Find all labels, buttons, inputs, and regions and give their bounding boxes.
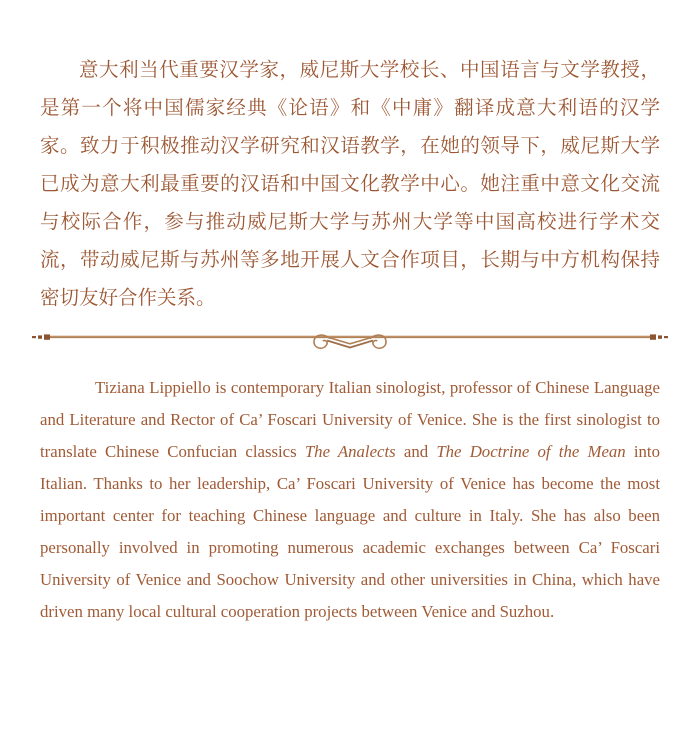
- english-text-segment-1: Tiziana Lippiello is contemporary Italian sinologist, professor of Chinese Language and Literature and Rector of Ca’ Foscari University of Venice. She is the first sinologist to translate Chinese Confucian classics: [40, 378, 660, 461]
- english-biography-paragraph: [40, 372, 660, 628]
- section-divider: [30, 328, 670, 358]
- book-title-doctrine-of-the-mean: The Doctrine of the Mean: [436, 442, 626, 461]
- book-title-the-analects: The Analects: [304, 442, 396, 461]
- english-text-segment-3: into Italian. Thanks to her leadership, Ca’ Foscari University of Venice has become the most important center for teaching Chinese language and culture in Italy. She has also been personally involved in promoting numerous academic exchanges between Ca’ Foscari University of Venice and Soochow University and other universities in China, which have driven many local cultural cooperation projects between Venice and Suzhou.: [40, 442, 660, 621]
- chinese-biography-paragraph: 意大利当代重要汉学家，威尼斯大学校长、中国语言与文学教授，是第一个将中国儒家经典《论语》和《中庸》翻译成意大利语的汉学家。致力于积极推动汉学研究和汉语教学，在她的领导下，威尼斯大学已成为意大利最重要的汉语和中国文化教学中心。她注重中意文化交流与校际合作，参与推动威尼斯大学与苏州大学等中国高校进行学术交流，带动威尼斯与苏州等多地开展人文合作项目，长期与中方机构保持密切友好合作关系。: [40, 60, 660, 309]
- english-text-segment-2: and: [395, 442, 437, 461]
- divider-ornament-icon: [30, 328, 670, 358]
